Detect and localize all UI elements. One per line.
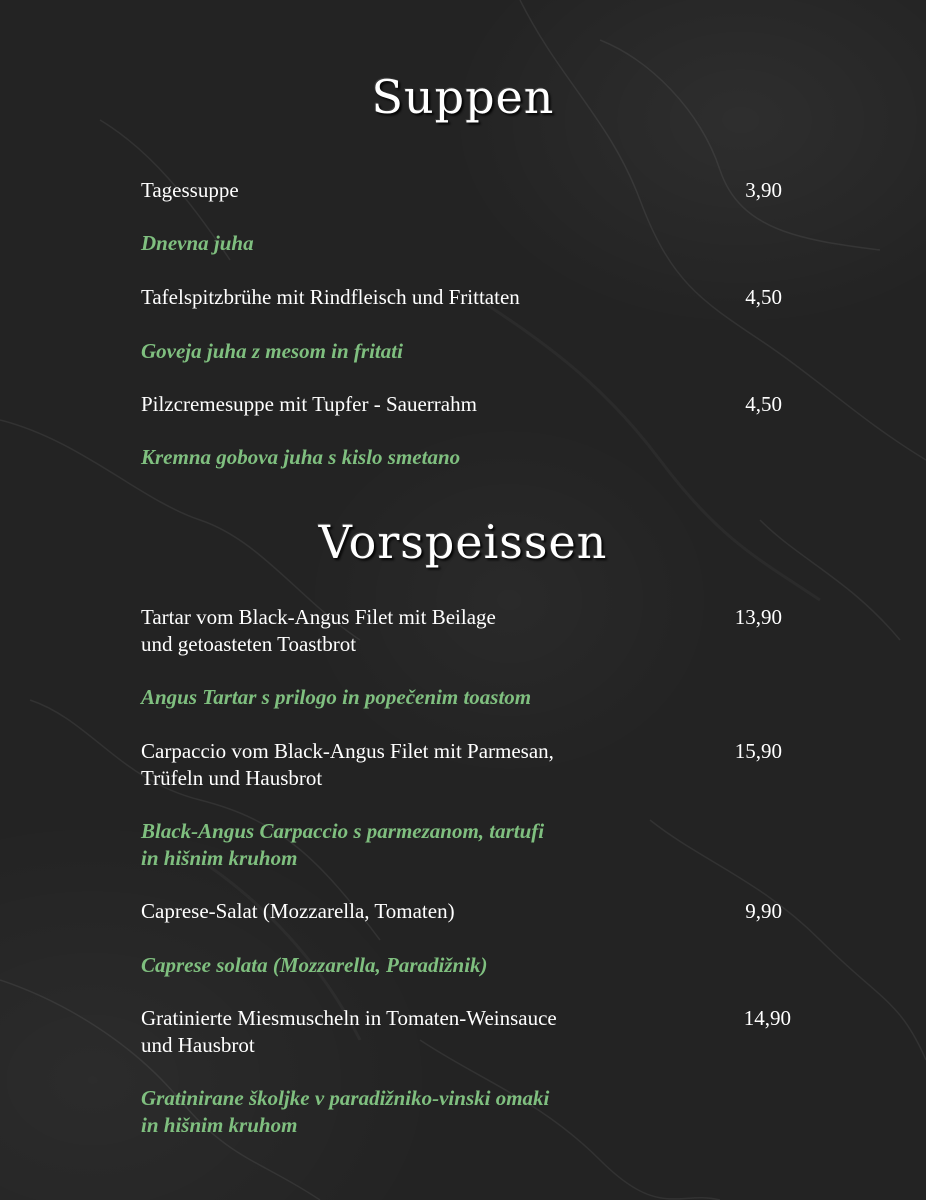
menu-item-price: 4,50 <box>745 392 782 416</box>
translation-line: Caprese solata (Mozzarella, Paradižnik) <box>141 953 488 977</box>
item-name-line: und getoasteten Toastbrot <box>141 632 357 656</box>
menu-item-translation <box>141 338 701 365</box>
menu-item-price: 15,90 <box>734 739 782 763</box>
menu-item-translation <box>141 1085 701 1139</box>
menu-item-price: 9,90 <box>745 899 782 923</box>
menu-item-translation <box>141 952 701 979</box>
menu-item-price: 13,90 <box>734 605 782 629</box>
translation-line: Kremna gobova juha s kislo smetano <box>141 445 461 469</box>
menu-item-price: 3,90 <box>745 178 782 202</box>
menu-item-name <box>141 604 661 658</box>
menu-item-name <box>141 1005 661 1059</box>
menu-item-price: 14,90 <box>743 1006 791 1030</box>
item-name-line: Tafelspitzbrühe mit Rindfleisch und Frittaten <box>141 285 520 309</box>
translation-line: Black-Angus Carpaccio s parmezanom, tartufi <box>141 819 545 843</box>
item-name-line: Trüfeln und Hausbrot <box>141 766 323 790</box>
menu-item-translation <box>141 444 701 471</box>
item-name-line: Tagessuppe <box>141 178 239 202</box>
item-name-line: Tartar vom Black-Angus Filet mit Beilage <box>141 605 496 629</box>
section-title-suppen: Suppen <box>371 70 555 124</box>
menu-item-name <box>141 738 661 792</box>
menu-item-name <box>141 284 661 311</box>
item-name-line: Pilzcremesuppe mit Tupfer - Sauerrahm <box>141 392 477 416</box>
menu-item-name <box>141 391 661 418</box>
menu-item-translation <box>141 230 701 257</box>
translation-line: in hišnim kruhom <box>141 1113 298 1137</box>
item-name-line: Caprese-Salat (Mozzarella, Tomaten) <box>141 899 455 923</box>
item-name-line: und Hausbrot <box>141 1033 255 1057</box>
menu-item-name <box>141 177 661 204</box>
translation-line: Dnevna juha <box>141 231 254 255</box>
translation-line: Gratinirane školjke v paradižniko-vinski omaki <box>141 1086 550 1110</box>
menu-item-translation <box>141 684 701 711</box>
section-title-vorspeissen: Vorspeissen <box>318 515 608 569</box>
translation-line: Angus Tartar s prilogo in popečenim toastom <box>141 685 532 709</box>
menu-item-name <box>141 898 661 925</box>
item-name-line: Gratinierte Miesmuscheln in Tomaten-Weinsauce <box>141 1006 557 1030</box>
translation-line: in hišnim kruhom <box>141 846 298 870</box>
translation-line: Goveja juha z mesom in fritati <box>141 339 403 363</box>
item-name-line: Carpaccio vom Black-Angus Filet mit Parmesan, <box>141 739 554 763</box>
menu-item-translation <box>141 818 701 872</box>
menu-item-price: 4,50 <box>745 285 782 309</box>
